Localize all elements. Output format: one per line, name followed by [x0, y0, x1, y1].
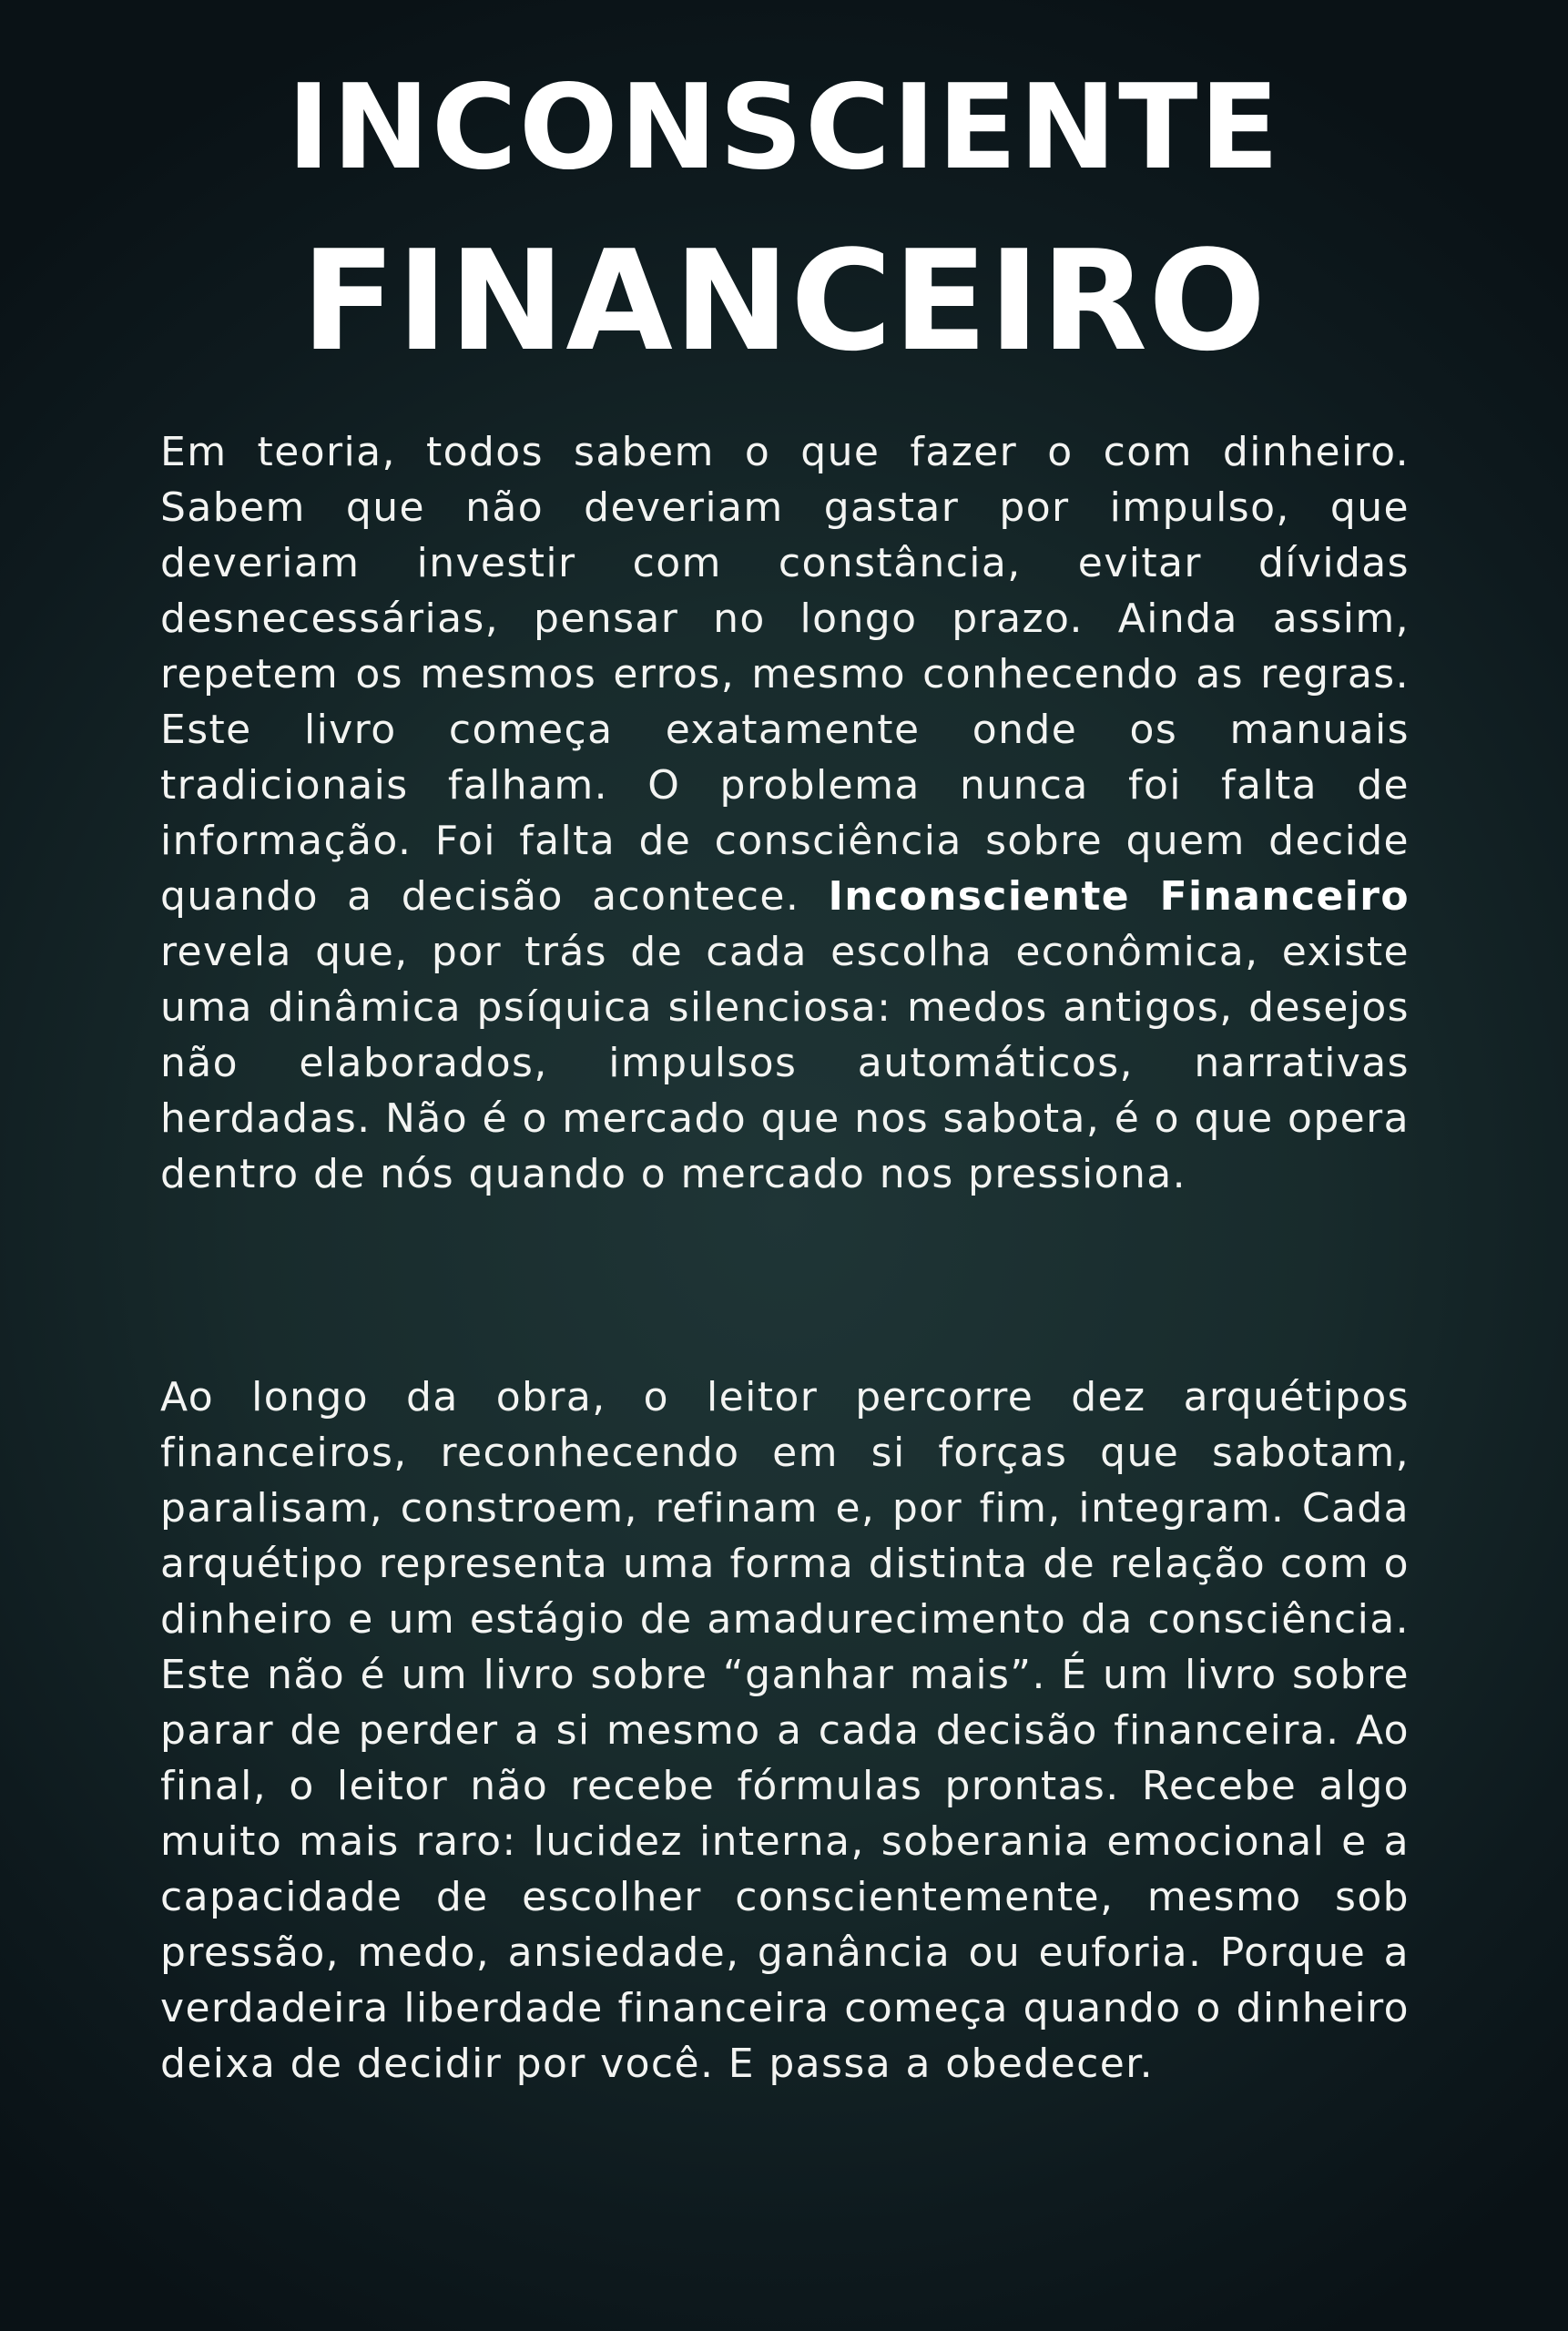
- paragraph-1-text-start: Em teoria, todos sabem o que fazer o com dinheiro. Sabem que não deveriam gastar por impulso, que deveriam investir com constância, evitar dívidas desnecessárias, pensar no longo prazo. Ainda assim, repetem os mesmos erros, mesmo conhecendo as regras. Este livro começa exatamente onde os manuais tradicionais falham. O problema nunca foi falta de informação. Foi falta de consciência sobre quem decide quando a decisão acontece.: [160, 429, 1410, 920]
- paragraph-1-text-end: revela que, por trás de cada escolha econômica, existe uma dinâmica psíquica silenciosa: medos antigos, desejos não elaborados, impulsos automáticos, narrativas herdadas. Não é o mercado que nos sabota, é o que opera dentro de nós quando o mercado nos pressiona.: [160, 929, 1410, 1197]
- synopsis-paragraph-1: [160, 424, 1410, 1202]
- synopsis-paragraph-2: Ao longo da obra, o leitor percorre dez arquétipos financeiros, reconhecendo em si forças que sabotam, paralisam, constroem, refinam e, por fim, integram. Cada arquétipo representa uma forma distinta de relação com o dinheiro e um estágio de amadurecimento da consciência. Este não é um livro sobre “ganhar mais”. É um livro sobre parar de perder a si mesmo a cada decisão financeira. Ao final, o leitor não recebe fórmulas prontas. Recebe algo muito mais raro: lucidez interna, soberania emocional e a capacidade de escolher conscientemente, mesmo sob pressão, medo, ansiedade, ganância ou euforia. Porque a verdadeira liberdade financeira começa quando o dinheiro deixa de decidir por você. E passa a obedecer.: [160, 1374, 1410, 2087]
- title-line-2: FINANCEIRO: [300, 220, 1268, 382]
- book-title-emphasis: Inconsciente Financeiro: [828, 873, 1410, 920]
- title-line-1: INCONSCIENTE: [287, 60, 1281, 196]
